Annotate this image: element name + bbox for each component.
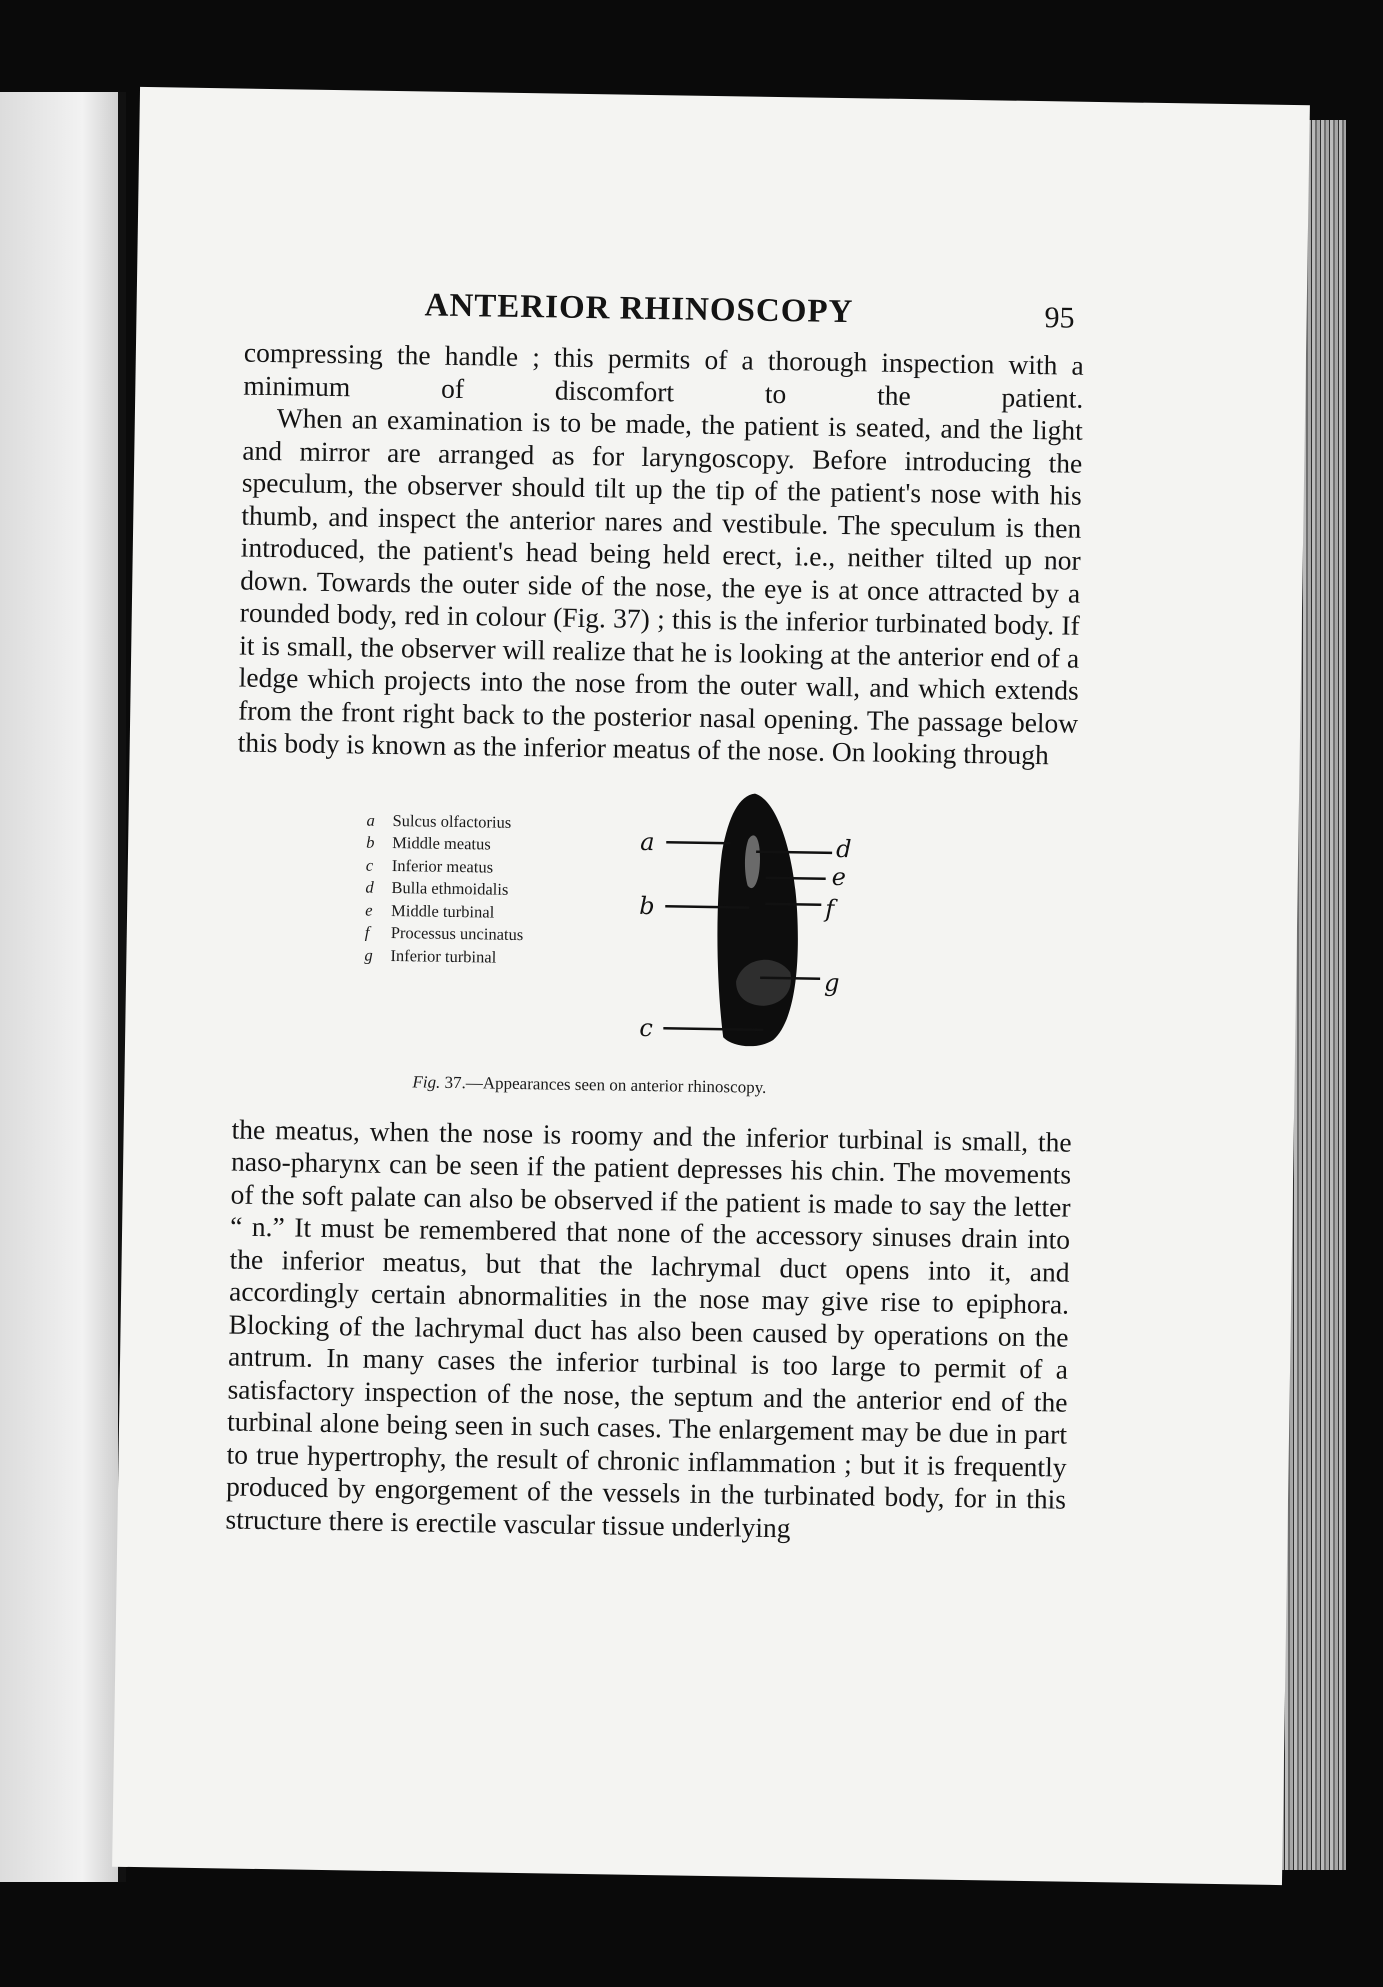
pointer-line-a [666,842,730,843]
pointer-line-c [663,1028,763,1030]
pointer-line-b [665,906,749,907]
legend-item-c: c Inferior meatus [365,855,494,877]
diagram-label-e: e [831,862,847,891]
legend-item-f: f Processus uncinatus [364,922,524,945]
diagram-label-c: c [639,1013,654,1042]
caption-prefix: Fig. [412,1071,441,1092]
diagram-label-f: f [825,894,835,923]
left-page-edge [0,92,118,1882]
nasal-cavity-shape [716,793,801,1047]
pointer-line-f [765,903,821,904]
diagram-label-d: d [835,834,852,863]
paragraph-1: compressing the handle ; this permits of a thorough inspection with a minimum of discomfort to the patient. [243,336,1085,414]
paragraph-2: When an examination is to be made, the patient is seated, and the light and mirror are arranged as for laryngoscopy. Before introducing the speculum, the observer should tilt up the tip of the patient's nose with his thumb, and inspect the anterior nares and vestibule. The speculum is then introduced, the patient's head being held erect, i.e., neither tilted up nor down. Towards the outer side of the nose, the eye is at once attracted by a rounded body, red in colour (Fig. 37) ; this is the inferior turbinated body. If it is small, the observer will realize that he is looking at the anterior end of a ledge which projects into the nose from the outer wall, and which extends from the front right back to the posterior nasal opening. The passage below this body is known as the inferior meatus of the nose. On looking through [237,402,1084,771]
running-title: ANTERIOR RHINOSCOPY [424,287,854,331]
book-page [112,87,1310,1885]
figure-legend [364,809,525,969]
pointer-line-g [760,977,820,978]
figure-caption [412,1072,766,1098]
legend-item-b: b Middle meatus [366,832,491,854]
page-number: 95 [1044,301,1075,335]
figure-37 [232,773,1077,1116]
pointer-line-e [766,877,826,878]
diagram-label-a: a [640,827,655,856]
legend-item-g: g Inferior turbinal [364,945,497,967]
legend-item-a: a Sulcus olfactorius [366,810,512,832]
page-content [225,277,1085,1549]
pointer-line-d [756,851,832,852]
paragraph-3: the meatus, when the nose is roomy and the inferior turbinal is small, the naso-pharynx can be seen if the patient depresses his chin. The movements of the soft palate can also be observed if the patient is made to say the letter “ n.” It must be remembered that none of the accessory sinuses drain into the inferior meatus, but that the lachrymal duct opens into it, and accordingly certain abnormalities in the nose may give rise to epiphora. Blocking of the lachrymal duct has also been caused by operations on the antrum. In many cases the inferior turbinal is too large to permit of a satisfactory inspection of the nose, the septum and the anterior end of the turbinal alone being seen in such cases. The enlargement may be due in part to true hypertrophy, the result of chronic inflammation ; but it is frequently produced by engorgement of the vessels in the turbinated body, for in this structure there is erectile vascular tissue underlying [225,1112,1072,1543]
rhinoscopy-diagram [623,779,918,1074]
caption-text: 37.—Appearances seen on anterior rhinoscopy. [444,1072,767,1097]
legend-item-e: e Middle turbinal [365,900,495,922]
diagram-label-g: g [823,968,840,997]
diagram-label-b: b [639,891,655,920]
legend-item-d: d Bulla ethmoidalis [365,877,509,899]
